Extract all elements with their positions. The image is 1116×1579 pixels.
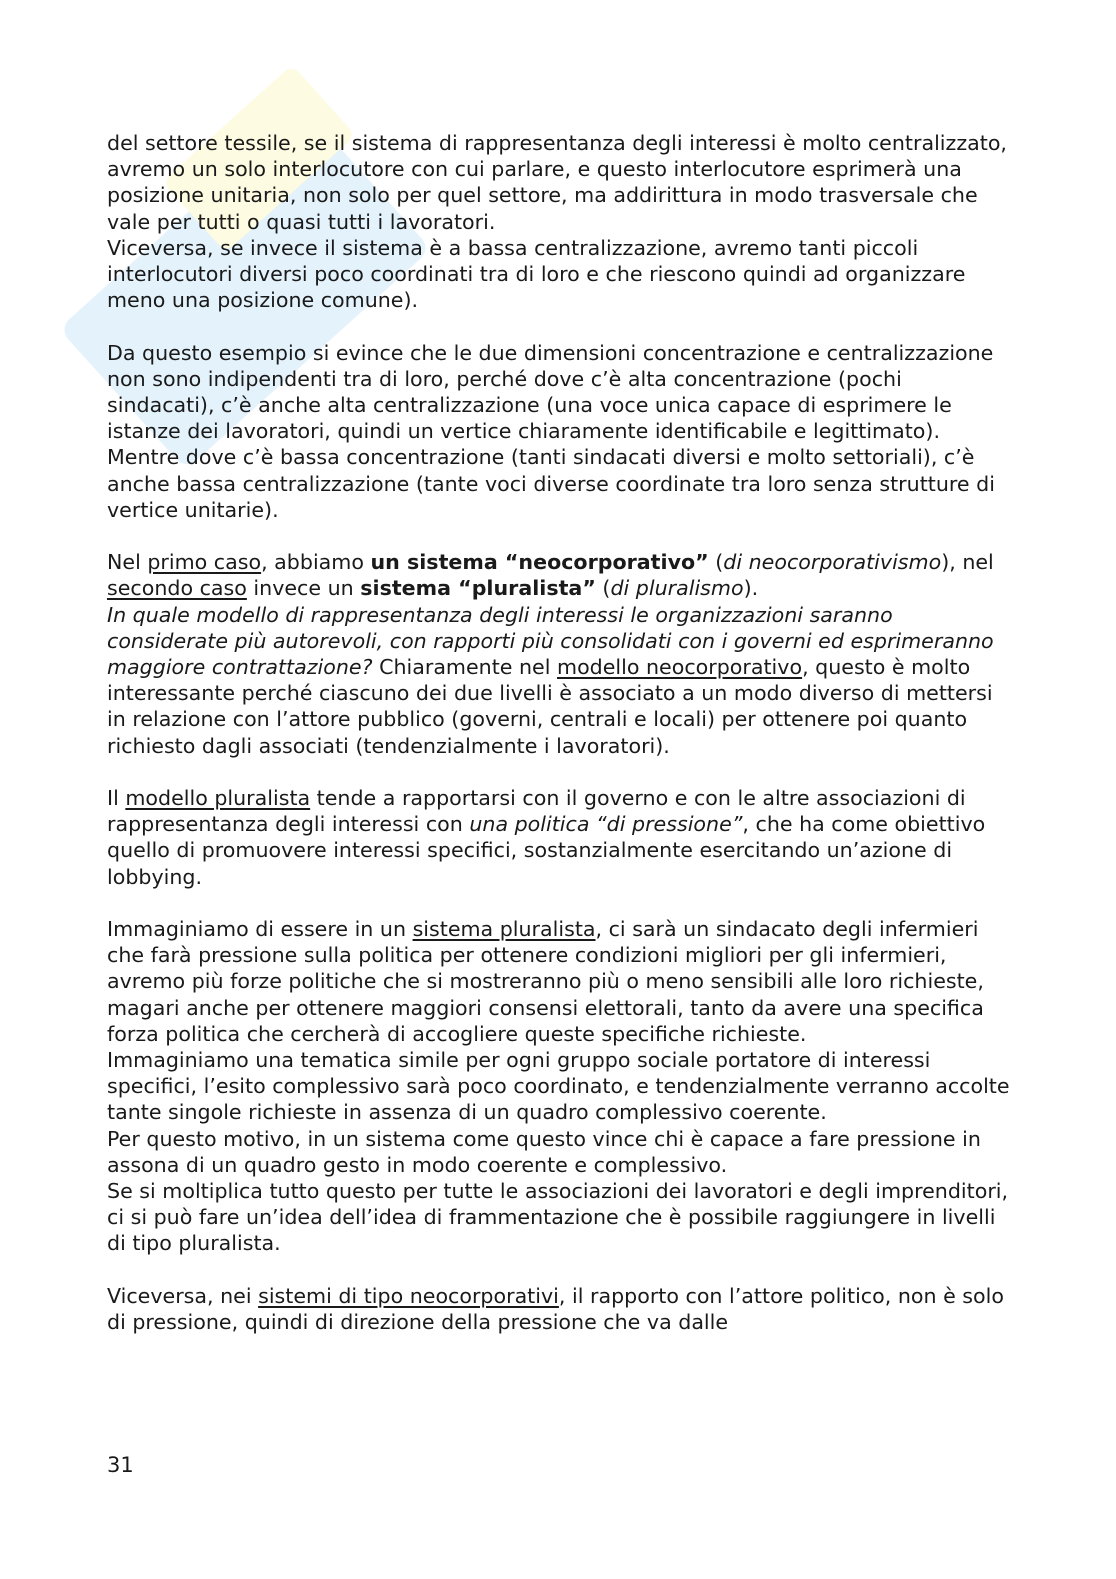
text-run: Chiaramente nel — [372, 655, 558, 680]
text-run: ). — [743, 576, 759, 601]
text-run: Immaginiamo una tematica simile per ogni gruppo sociale portatore di interessi specifici, l’esito complessivo sarà poco coordinato, e tendenzialmente verranno accolte tante singole richieste in assenza di un quadro complessivo coerente. — [107, 1048, 1010, 1125]
page-body — [107, 130, 1012, 1335]
italic-term: di pluralismo — [610, 576, 744, 601]
underlined-term: sistemi di tipo neocorporativi — [258, 1283, 559, 1308]
text-run: , ci sarà un sindacato degli infermieri che farà pressione sulla politica per ottenere condizioni migliori per gli infermieri, avremo più forze politiche che si mostreranno più o meno sensibili alle loro richieste, magari anche per ottenere maggiori consensi elettorali, tanto da avere una specifica forza politica che cercherà di accogliere queste specifiche richieste. — [107, 917, 984, 1046]
text-run: Immaginiamo di essere in un — [107, 917, 413, 942]
text-run: ), nel — [941, 550, 994, 575]
text-run: del settore tessile, se il sistema di rappresentanza degli interessi è molto centralizzato, avremo un solo interlocutore con cui parlare, e questo interlocutore esprimerà una posizione unitaria, non solo per quel settore, ma addirittura in modo trasversale che vale per tutti o quasi tutti i lavoratori. — [107, 131, 1007, 234]
text-run: , il rapporto con l’attore politico, non è solo di pressione, quindi di direzione della pressione che va dalle — [107, 1283, 1004, 1335]
page-number: 31 — [107, 1453, 134, 1477]
bold-term: un sistema “neocorporativo” — [370, 550, 709, 575]
text-run: ( — [708, 550, 724, 575]
paragraph-3 — [107, 549, 1012, 759]
text-run: Se si moltiplica tutto questo per tutte le associazioni dei lavoratori e degli imprenditori, ci si può fare un’idea dell’idea di frammentazione che è possibile raggiungere in livelli di tipo pluralista. — [107, 1179, 1009, 1256]
text-run: , questo è molto interessante perché ciascuno dei due livelli è associato a un modo diverso di mettersi in relazione con l’attore pubblico (governi, centrali e locali) per ottenere poi quanto richiesto dagli associati (tendenzialmente i lavoratori). — [107, 655, 993, 758]
italic-question: In quale modello di rappresentanza degli interessi le organizzazioni saranno considerate più autorevoli, con rapporti più consolidati con i governi ed esprimeranno maggiore contrattazione? — [107, 602, 994, 680]
underlined-term: modello neocorporativo — [557, 655, 803, 680]
text-run: Da questo esempio si evince che le due dimensioni concentrazione e centralizzazione non sono indipendenti tra di loro, perché dove c’è alta concentrazione (pochi sindacati), c’è anche alta centralizzazione (una voce unica capace di esprimere le istanze dei lavoratori, quindi un vertice chiaramente identificabile e legittimato). — [107, 340, 994, 444]
underlined-term: secondo caso — [107, 576, 247, 601]
text-run: Nel — [107, 550, 148, 575]
paragraph-2 — [107, 340, 1012, 523]
text-run: Viceversa, nei — [107, 1283, 259, 1308]
paragraph-1 — [107, 130, 1012, 313]
bold-term: sistema “pluralista” — [360, 576, 596, 601]
paragraph-5 — [107, 916, 1012, 1257]
italic-term: una politica “di pressione” — [469, 812, 743, 837]
text-run: ( — [595, 576, 611, 601]
italic-term: di neocorporativismo — [723, 550, 942, 575]
text-run: , abbiamo — [261, 550, 371, 575]
text-run: Mentre dove c’è bassa concentrazione (tanti sindacati diversi e molto settoriali), c’è anche bassa centralizzazione (tante voci diverse coordinate tra loro senza strutture di vertice unitarie). — [107, 445, 995, 522]
underlined-term: sistema pluralista — [412, 917, 596, 942]
underlined-term: modello pluralista — [125, 786, 311, 811]
text-run: tende a rapportarsi con il governo e con le altre associazioni di rappresentanza degli interessi con — [107, 786, 966, 837]
text-run: Viceversa, se invece il sistema è a bassa centralizzazione, avremo tanti piccoli interlocutori diversi poco coordinati tra di loro e che riescono quindi ad organizzare meno una posizione comune). — [107, 235, 966, 313]
text-run: invece un — [246, 576, 361, 601]
text-run: , che ha come obiettivo quello di promuovere interessi specifici, sostanzialmente esercitando un’azione di lobbying. — [107, 812, 986, 889]
underlined-term: primo caso — [147, 550, 262, 575]
paragraph-6 — [107, 1283, 1012, 1335]
text-run: Per questo motivo, in un sistema come questo vince chi è capace a fare pressione in assona di un quadro gesto in modo coerente e complessivo. — [107, 1126, 981, 1177]
paragraph-4 — [107, 785, 1012, 890]
text-run: Il — [107, 786, 126, 811]
